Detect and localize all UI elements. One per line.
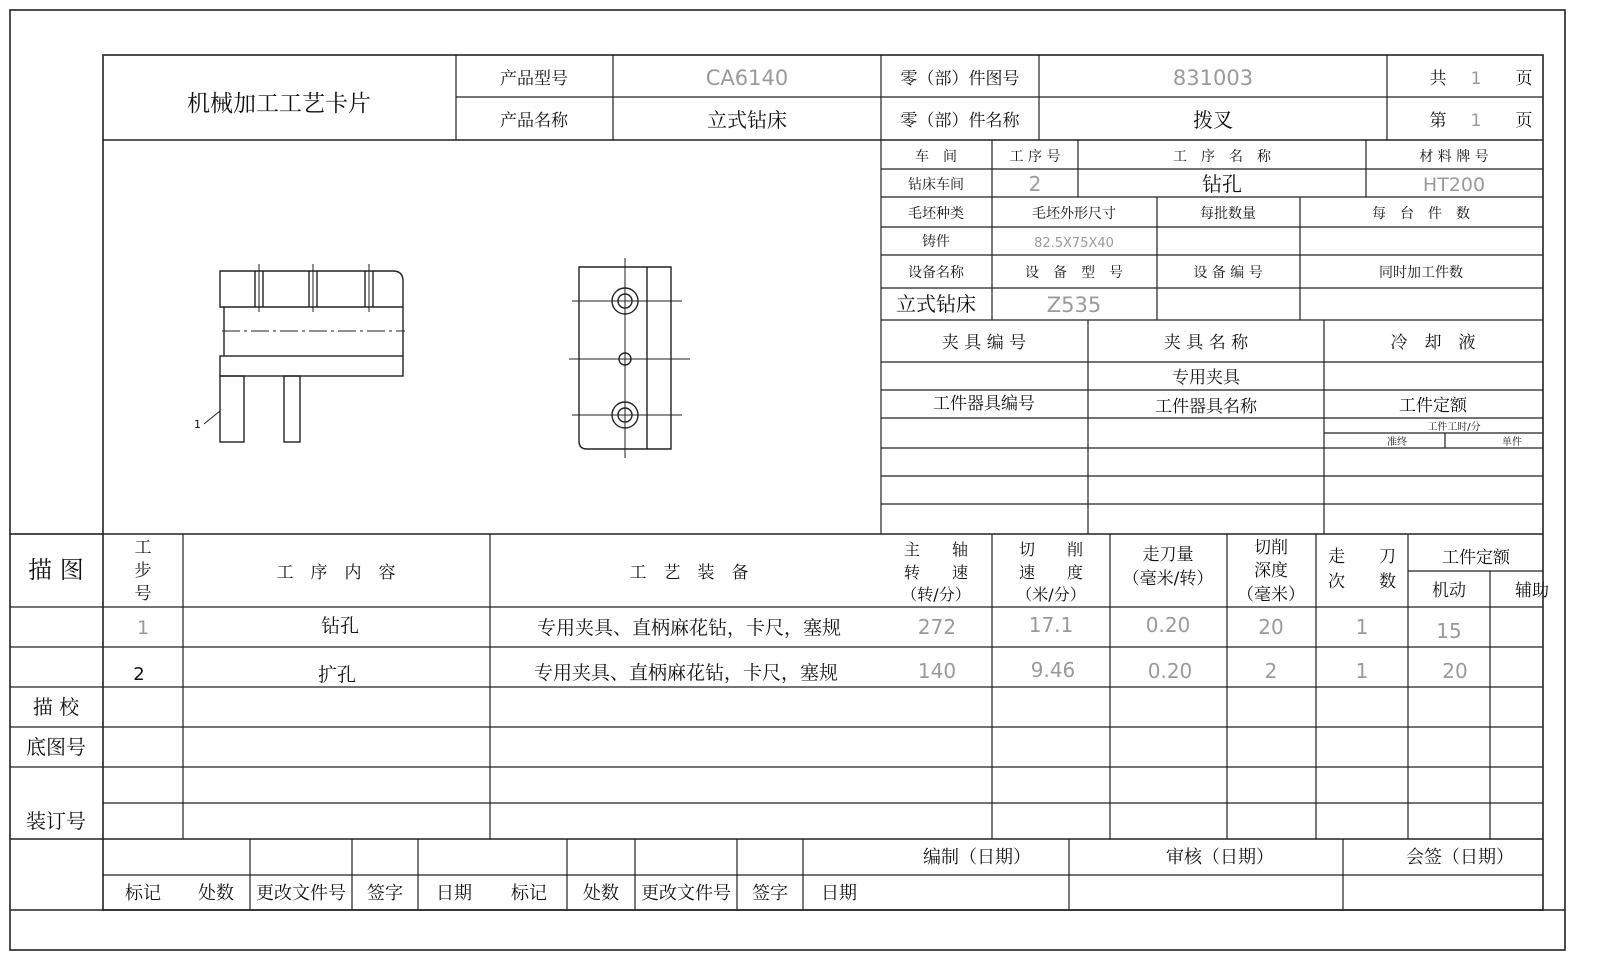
row-1-feed: 0.20 [1145, 613, 1191, 637]
mark-label-right: 标记 [511, 883, 547, 904]
count-label-left: 处数 [198, 883, 234, 904]
cutting-speed-label-2: 速 度 [1018, 563, 1084, 582]
blank-size-value: 82.5X75X40 [1034, 236, 1114, 251]
fixture-name-value: 专用夹具 [1172, 368, 1240, 388]
tool-name-label: 工件器具名称 [1155, 397, 1257, 417]
depth-label-2: 深度 [1254, 561, 1288, 581]
step-no-label-3: 号 [134, 584, 152, 604]
row-2-passes: 1 [1355, 659, 1369, 683]
product-name-label: 产品名称 [500, 111, 568, 131]
row-1-depth: 20 [1258, 615, 1284, 639]
depth-label-1: 切削 [1254, 538, 1288, 558]
work-hour-label: 工件工时/分 [1427, 422, 1481, 433]
equipment-model-label: 设 备 型 号 [1025, 265, 1123, 281]
workshop-value: 钻床车间 [908, 177, 964, 193]
blank-type-label: 毛坯种类 [908, 206, 964, 222]
row-1-equipment: 专用夹具、直柄麻花钻，卡尺，塞规 [536, 617, 842, 639]
base-no-label: 底图号 [26, 735, 86, 759]
unit-label: 单件 [1502, 437, 1522, 448]
equipment-no-label: 设 备 编 号 [1193, 265, 1263, 281]
passes-label-1: 走 刀 [1328, 547, 1396, 567]
fixture-no-label: 夹 具 编 号 [941, 333, 1027, 353]
aux-label: 辅助 [1515, 581, 1549, 601]
machine-label: 机动 [1432, 581, 1466, 601]
card-title: 机械加工工艺卡片 [187, 91, 371, 117]
spindle-label-3: （转/分） [901, 585, 971, 604]
equipment-model-value: Z535 [1046, 293, 1102, 317]
row-1-no: 1 [136, 617, 150, 639]
fixture-name-label: 夹 具 名 称 [1163, 333, 1249, 353]
product-name-value: 立式钻床 [707, 108, 787, 132]
binding-no-label: 装订号 [26, 809, 86, 833]
date-label-right: 日期 [821, 883, 857, 904]
signature-label-left: 签字 [367, 883, 403, 904]
blank-size-label: 毛坯外形尺寸 [1032, 206, 1116, 222]
equipment-name-value: 立式钻床 [896, 292, 976, 316]
page-no-suffix: 页 [1515, 111, 1533, 131]
total-pages-suffix: 页 [1515, 69, 1533, 89]
time-quota-label: 工件定额 [1399, 396, 1467, 416]
equipment-label: 工 艺 装 备 [629, 563, 749, 583]
part-no-label: 零（部）件图号 [900, 69, 1020, 89]
feed-label-2: （毫米/转） [1122, 569, 1214, 589]
count-label-right: 处数 [583, 883, 619, 904]
material-value: HT200 [1422, 174, 1486, 196]
feed-label-1: 走刀量 [1142, 545, 1194, 565]
simultaneous-label: 同时加工件数 [1379, 265, 1463, 281]
countersigned-label: 会签（日期） [1406, 847, 1514, 868]
spindle-label-2: 转 速 [903, 563, 969, 582]
passes-label-2: 次 数 [1328, 572, 1396, 592]
sketch-label: 描 图 [28, 556, 84, 584]
operation-name-value: 钻孔 [1202, 172, 1242, 196]
date-label-left: 日期 [436, 883, 472, 904]
row-1-speed: 17.1 [1028, 613, 1074, 637]
compiled-label: 编制（日期） [923, 847, 1031, 868]
material-label: 材 料 牌 号 [1419, 149, 1489, 165]
row-1-content: 钻孔 [320, 615, 360, 637]
row-2-machine: 20 [1442, 659, 1468, 683]
row-2-speed: 9.46 [1030, 658, 1076, 682]
signature-label-right: 签字 [752, 883, 788, 904]
row-2-equipment: 专用夹具、直柄麻花钻，卡尺，塞规 [533, 662, 839, 684]
total-pages-prefix: 共 [1429, 69, 1447, 89]
product-model-value: CA6140 [705, 66, 789, 90]
row-1-spindle: 272 [917, 615, 957, 639]
change-doc-label-left: 更改文件号 [256, 883, 346, 904]
operation-name-label: 工 序 名 称 [1173, 149, 1271, 165]
cutting-speed-label-1: 切 削 [1018, 540, 1084, 559]
check-label: 描 校 [32, 695, 80, 719]
row-2-spindle: 140 [917, 659, 957, 683]
blank-type-value: 铸件 [922, 234, 950, 250]
page-no-value: 1 [1470, 111, 1482, 131]
operation-no-value: 2 [1028, 172, 1042, 196]
row-2-depth: 2 [1264, 659, 1278, 683]
leader-label: 1 [194, 418, 201, 431]
equipment-name-label: 设备名称 [908, 265, 964, 281]
spindle-label-1: 主 轴 [903, 540, 969, 559]
total-pages-value: 1 [1470, 69, 1482, 89]
row-2-feed: 0.20 [1147, 659, 1193, 683]
cutting-speed-label-3: （米/分） [1016, 585, 1086, 604]
coolant-label: 冷 却 液 [1390, 333, 1476, 353]
reviewed-label: 审核（日期） [1166, 847, 1274, 868]
depth-label-3: （毫米） [1237, 585, 1305, 605]
change-doc-label-right: 更改文件号 [641, 883, 731, 904]
workshop-label: 车 间 [915, 149, 957, 165]
quota-label: 工件定额 [1442, 548, 1510, 568]
operation-no-label: 工 序 号 [1009, 149, 1061, 165]
mark-label-left: 标记 [125, 883, 161, 904]
batch-qty-label: 每批数量 [1200, 206, 1256, 222]
row-2-content: 扩孔 [317, 664, 357, 686]
product-model-label: 产品型号 [500, 69, 568, 89]
tool-no-label: 工件器具编号 [933, 394, 1035, 414]
page-no-prefix: 第 [1429, 111, 1447, 131]
step-no-label-1: 工 [134, 538, 152, 558]
part-name-label: 零（部）件名称 [900, 111, 1020, 131]
step-no-label-2: 步 [134, 561, 152, 581]
part-no-value: 831003 [1172, 66, 1254, 90]
part-name-value: 拨叉 [1193, 108, 1233, 132]
row-1-passes: 1 [1355, 615, 1369, 639]
row-1-machine: 15 [1436, 619, 1462, 643]
prep-label: 准终 [1387, 437, 1407, 448]
row-2-no: 2 [133, 664, 145, 685]
per-machine-label: 每 台 件 数 [1372, 206, 1470, 222]
content-label: 工 序 内 容 [276, 563, 396, 583]
